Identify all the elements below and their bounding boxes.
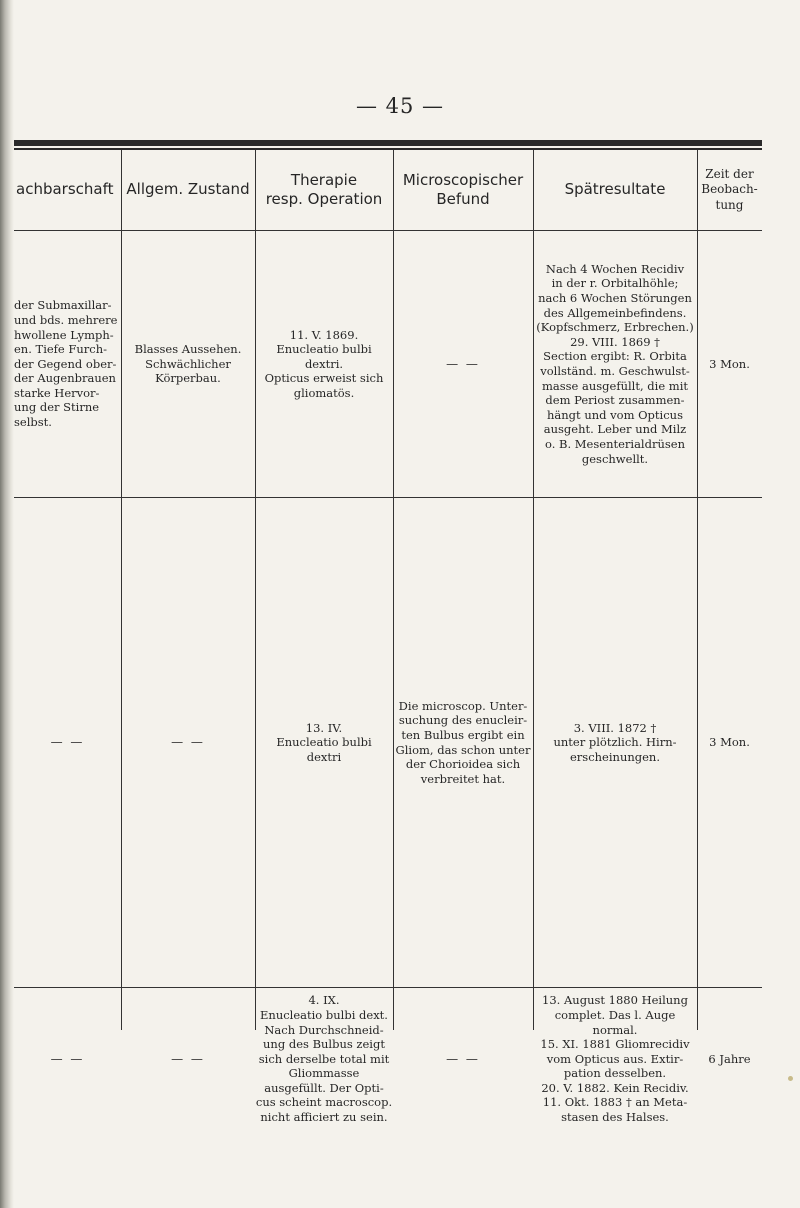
row2-nachbarschaft bbox=[14, 498, 121, 987]
header-zeit-der-beobachtung bbox=[697, 150, 762, 230]
header-nachbarschaft-label: achbarschaft bbox=[16, 180, 114, 199]
row2-befund-text: Die microscop. Unter- suchung des enucleir- ten Bulbus ergibt ein Gliom, das schon unter der Chorioidea sich verbreitet hat. bbox=[395, 698, 531, 786]
row2-befund bbox=[393, 498, 533, 987]
row3-befund bbox=[393, 988, 533, 1130]
row2-zeit bbox=[697, 498, 762, 987]
row2-allgem-zustand bbox=[121, 498, 255, 987]
row3-therapie-text: 4. IX. Enucleatio bulbi dext. Nach Durchschneid- ung des Bulbus zeigt sich derselbe total mit Gliommasse ausgefüllt. Der Opti- cus scheint macroscop. nicht afficiert zu sein. bbox=[255, 993, 393, 1125]
row3-zeit bbox=[697, 988, 762, 1130]
row1-nachbarschaft bbox=[14, 231, 121, 497]
row3-therapie bbox=[255, 988, 393, 1130]
header-spaetresultate-label: Spätresultate bbox=[564, 180, 666, 199]
header-therapie-label: Therapie resp. Operation bbox=[265, 170, 383, 208]
row1-nachbarschaft-text: der Submaxillar- und bds. mehrere hwollene Lymph- en. Tiefe Furch- der Gegend ober- der Augenbrauen starke Hervor- ung der Stirne selbst. bbox=[14, 298, 118, 430]
header-spaetresultate bbox=[533, 150, 697, 230]
row1-befund bbox=[393, 231, 533, 497]
page-number: — 45 — bbox=[355, 94, 445, 118]
row2-spaetresultate-text: 3. VIII. 1872 † unter plötzlich. Hirn- erscheinungen. bbox=[553, 720, 677, 764]
header-zeit-der-beobachtung-label: Zeit der Beobach- tung bbox=[701, 166, 758, 212]
row3-spaetresultate bbox=[533, 988, 697, 1130]
row2-nachbarschaft-text: — — bbox=[50, 735, 85, 750]
book-spine-shadow bbox=[0, 0, 14, 1208]
header-allgem-zustand-label: Allgem. Zustand bbox=[126, 180, 250, 199]
header-allgem-zustand bbox=[121, 150, 255, 230]
header-microscopischer-befund bbox=[393, 150, 533, 230]
row1-therapie bbox=[255, 231, 393, 497]
header-nachbarschaft bbox=[14, 150, 123, 230]
row2-allgem-zustand-text: — — bbox=[171, 735, 205, 750]
row3-allgem-zustand bbox=[121, 988, 255, 1130]
row2-therapie-text: 13. IV. Enucleatio bulbi dextri bbox=[276, 720, 372, 764]
top-rule-thick bbox=[14, 140, 762, 146]
row1-allgem-zustand-text: Blasses Aussehen. Schwächlicher Körperbau. bbox=[134, 342, 242, 386]
row3-zeit-text: 6 Jahre bbox=[708, 1051, 751, 1066]
row1-zeit-text: 3 Mon. bbox=[709, 356, 750, 371]
row3-befund-text: — — bbox=[446, 1051, 480, 1066]
header-therapie bbox=[255, 150, 393, 230]
row1-spaetresultate bbox=[533, 231, 697, 497]
row1-allgem-zustand bbox=[121, 231, 255, 497]
paper-spot bbox=[788, 1076, 793, 1081]
row1-spaetresultate-text: Nach 4 Wochen Recidiv in der r. Orbitalhöhle; nach 6 Wochen Störungen des Allgemeinbefindens. (Kopfschmerz, Erbrechen.) 29. VIII. 1869 † Section ergibt: R. Orbita vollständ. m. Geschwulst- masse ausgefüllt, die mit dem Periost zusammen- hängt und vom Opticus ausgeht. Leber und Milz o. B. Mesenterialdrüsen geschwellt. bbox=[536, 261, 694, 466]
row3-allgem-zustand-text: — — bbox=[171, 1051, 205, 1066]
row2-therapie bbox=[255, 498, 393, 987]
row1-zeit bbox=[697, 231, 762, 497]
row1-befund-text: — — bbox=[446, 356, 480, 371]
header-microscopischer-befund-label: Microscopischer Befund bbox=[402, 170, 524, 208]
row1-therapie-text: 11. V. 1869. Enucleatio bulbi dextri. Opticus erweist sich gliomatös. bbox=[264, 327, 384, 400]
row3-nachbarschaft-text: — — bbox=[50, 1051, 85, 1066]
row3-nachbarschaft bbox=[14, 988, 121, 1130]
row2-zeit-text: 3 Mon. bbox=[709, 735, 750, 750]
row2-spaetresultate bbox=[533, 498, 697, 987]
row3-spaetresultate-text: 13. August 1880 Heilung complet. Das l. Auge normal. 15. XI. 1881 Gliomrecidiv vom Opticus aus. Extir- pation desselben. 20. V. 1882. Kein Recidiv. 11. Okt. 1883 † an Meta- stasen des Halses. bbox=[540, 993, 690, 1125]
